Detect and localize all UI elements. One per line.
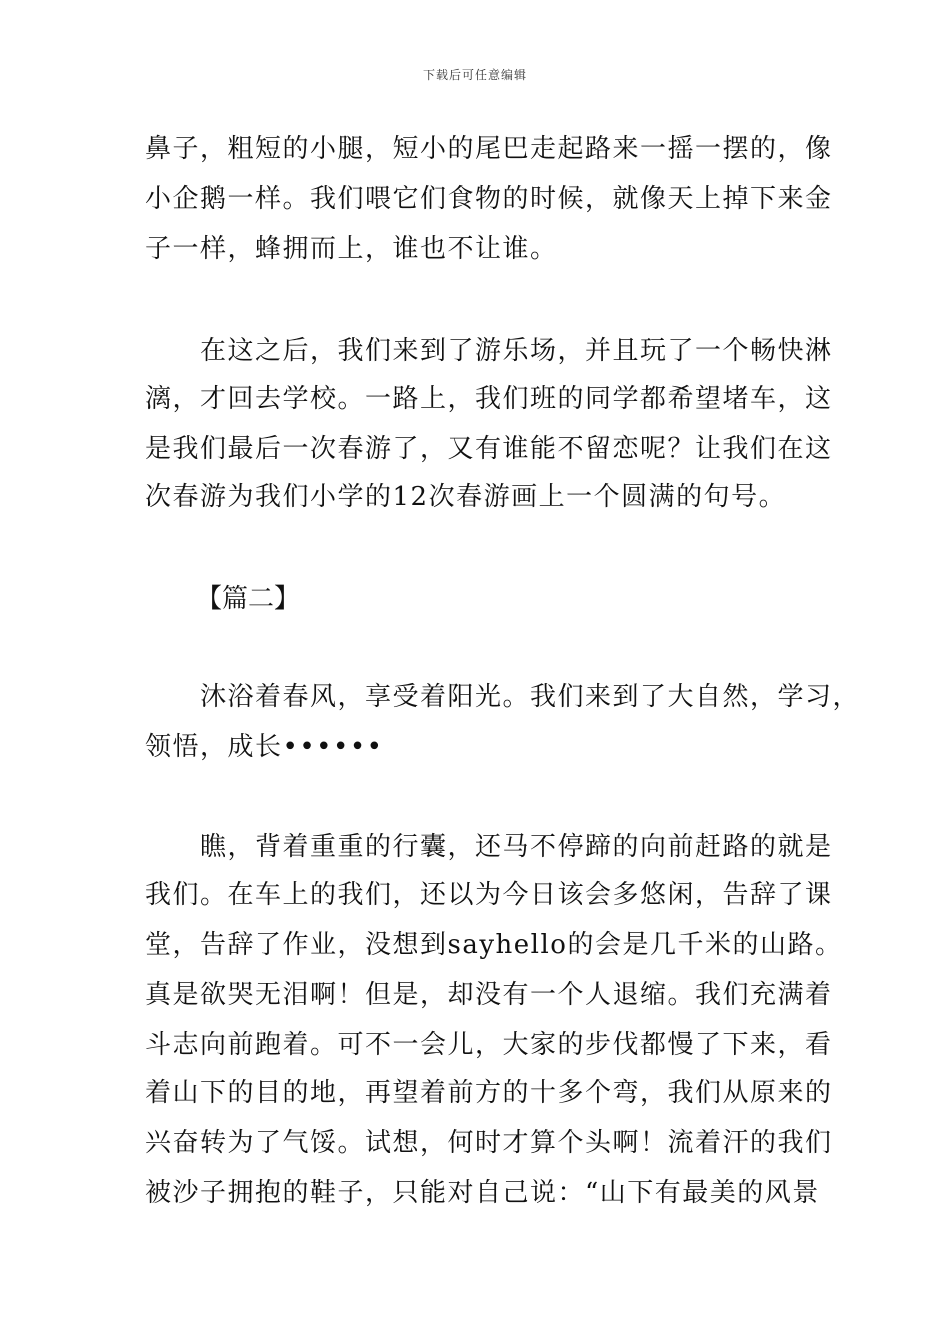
text-line: 着山下的目的地，再望着前方的十多个弯，我们从原来的: [145, 1078, 833, 1108]
text-line: 瞧，背着重重的行囊，还马不停蹄的向前赶路的就是: [145, 832, 833, 862]
text-line: 鼻子，粗短的小腿，短小的尾巴走起路来一摇一摆的，像: [145, 134, 833, 164]
text-line: 堂，告辞了作业，没想到sayhello的会是几千米的山路。: [145, 930, 843, 960]
text-line: 是我们最后一次春游了，又有谁能不留恋呢？让我们在这: [145, 434, 833, 464]
text-line: 真是欲哭无泪啊！但是，却没有一个人退缩。我们充满着: [145, 980, 833, 1010]
text-line: 被沙子拥抱的鞋子，只能对自己说：“山下有最美的风景: [145, 1178, 820, 1208]
text-line: 小企鹅一样。我们喂它们食物的时候，就像天上掉下来金: [145, 184, 833, 214]
text-line: 我们。在车上的我们，还以为今日该会多悠闲，告辞了课: [145, 880, 833, 910]
text-line: 沐浴着春风，享受着阳光。我们来到了大自然，学习，: [145, 682, 861, 712]
page-header: 下载后可任意编辑: [422, 68, 527, 82]
text-line: 漓，才回去学校。一路上，我们班的同学都希望堵车，这: [145, 384, 833, 414]
text-line: 子一样，蜂拥而上，谁也不让谁。: [145, 234, 558, 264]
text-line: 次春游为我们小学的12次春游画上一个圆满的句号。: [145, 482, 787, 512]
section-heading: 【篇二】: [196, 584, 301, 614]
text-line: 斗志向前跑着。可不一会儿，大家的步伐都慢了下来，看: [145, 1030, 833, 1060]
text-line: 领悟，成长••••••: [145, 732, 384, 762]
text-line: 兴奋转为了气馁。试想，何时才算个头啊！流着汗的我们: [145, 1128, 833, 1158]
text-line: 在这之后，我们来到了游乐场，并且玩了一个畅快淋: [145, 336, 833, 366]
